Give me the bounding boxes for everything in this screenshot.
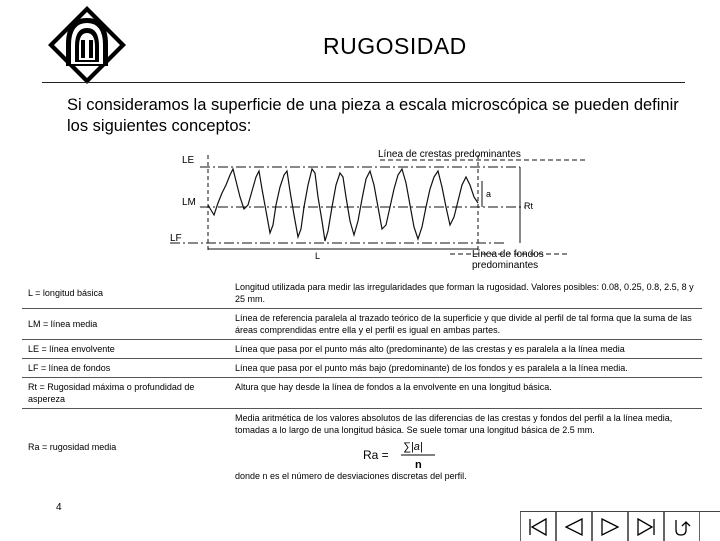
formula-numerator: ∑|a| — [403, 441, 423, 453]
table-row — [22, 409, 702, 486]
slide-navigation — [520, 511, 720, 541]
label-le: LE — [182, 155, 195, 166]
previous-slide-button[interactable] — [556, 512, 592, 541]
term-cell: LE = línea envolvente — [22, 340, 229, 359]
first-slide-button[interactable] — [520, 512, 556, 541]
term-cell: Ra = rugosidad media — [28, 442, 117, 452]
label-lm: LM — [182, 197, 196, 208]
roughness-profile-diagram — [160, 145, 600, 275]
return-arrow-icon — [671, 517, 693, 537]
description-cell: Línea que pasa por el punto más bajo (predominante) de los fondos y es paralela a la línea media. — [229, 359, 702, 378]
table-row — [22, 359, 702, 378]
term-cell: LF = línea de fondos — [22, 359, 229, 378]
description-cell — [229, 409, 702, 486]
table-row — [22, 340, 702, 359]
ra-description: Media aritmética de los valores absolutos de las diferencias de las crestas y fondos del perfil a la línea media, tomadas a lo largo de una longitud básica. Se suele tomar una longitud básica de 2.5 mm. — [235, 413, 673, 435]
label-rt: Rt — [524, 201, 533, 211]
return-button[interactable] — [664, 512, 700, 541]
university-logo — [46, 4, 128, 86]
formula-lhs: Ra = — [363, 448, 389, 462]
description-cell: Altura que hay desde la línea de fondos a la envolvente en una longitud básica. — [229, 378, 702, 409]
label-a: a — [486, 189, 492, 199]
valley-annotation-2: predominantes — [472, 260, 539, 271]
term-cell: Rt = Rugosidad máxima o profundidad de aspereza — [22, 378, 229, 409]
crest-annotation: Línea de crestas predominantes — [378, 149, 521, 160]
description-cell: Línea de referencia paralela al trazado teórico de la superficie y que divide al perfil de tal forma que la suma de las áreas comprendidas entre ella y el perfil es igual en ambas partes. — [229, 309, 702, 340]
label-lf: LF — [170, 233, 182, 244]
ra-note: donde n es el número de desviaciones discretas del perfil. — [235, 471, 467, 481]
term-cell: LM = línea media — [22, 309, 229, 340]
skip-back-icon — [527, 517, 549, 537]
page-number: 4 — [56, 502, 62, 513]
triangle-left-icon — [563, 517, 585, 537]
ra-formula — [235, 436, 696, 470]
definitions-table — [22, 278, 702, 485]
surface-profile — [208, 169, 478, 241]
table-row — [22, 378, 702, 409]
table-row — [22, 309, 702, 340]
formula-denominator: n — [415, 459, 422, 471]
ra-formula-graphic — [363, 438, 503, 472]
intro-text: Si consideramos la superficie de una pieza a escala microscópica se pueden definir los siguientes conceptos: — [67, 96, 679, 135]
last-slide-button[interactable] — [628, 512, 664, 541]
title-divider — [42, 82, 685, 83]
triangle-right-icon — [599, 517, 621, 537]
term-cell: L = longitud básica — [22, 278, 229, 309]
valley-annotation-1: Línea de fondos — [472, 249, 544, 260]
skip-forward-icon — [635, 517, 657, 537]
description-cell: Longitud utilizada para medir las irregularidades que forman la rugosidad. Valores posibles: 0.08, 0.25, 0.8, 2.5, 8 y 25 mm. — [229, 278, 702, 309]
next-slide-button[interactable] — [592, 512, 628, 541]
page-title: RUGOSIDAD — [323, 33, 467, 59]
label-l: L — [315, 251, 321, 261]
description-cell: Línea que pasa por el punto más alto (predominante) de las crestas y es paralela a la línea media — [229, 340, 702, 359]
table-row — [22, 278, 702, 309]
